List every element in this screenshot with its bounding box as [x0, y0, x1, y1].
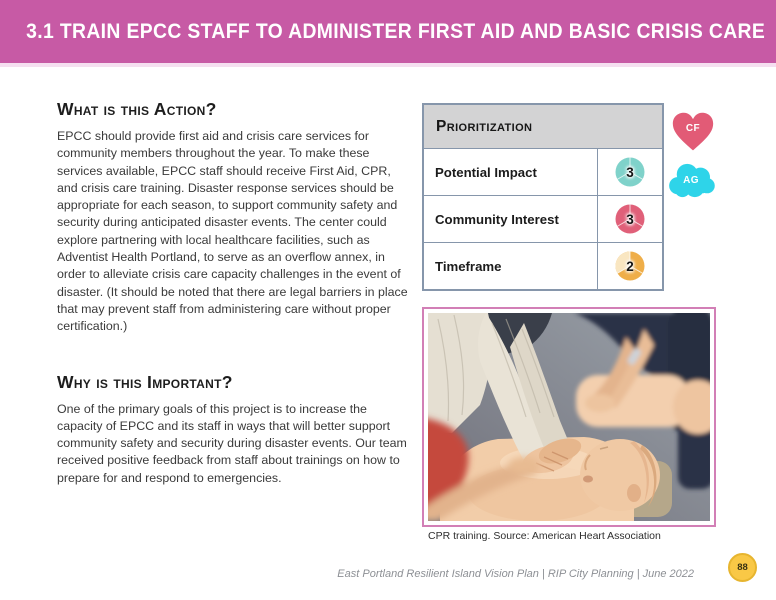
row-label: Community Interest: [435, 211, 559, 227]
why-heading: Why is this Important?: [57, 371, 233, 392]
score-pie-timeframe: [615, 251, 645, 281]
category-badge-ag: [666, 161, 716, 199]
row-score-cell: [597, 243, 662, 289]
table-row-community-interest: [424, 195, 662, 242]
score-pie-potential-impact: [615, 157, 645, 187]
header-accent-strip: [0, 63, 776, 67]
why-section: [57, 372, 408, 487]
row-label: Potential Impact: [435, 164, 537, 180]
score-value: 3: [626, 211, 634, 227]
category-badge-cf: [671, 111, 715, 153]
page-number-badge: 88: [728, 553, 757, 582]
page-title: 3.1 TRAIN EPCC STAFF TO ADMINISTER FIRST AID AND BASIC CRISIS CARE: [26, 19, 766, 43]
table-row-timeframe: [424, 242, 662, 289]
score-pie-community-interest: [615, 204, 645, 234]
page-header: [0, 0, 776, 63]
prioritization-table: [422, 103, 664, 291]
prioritization-header: Prioritization: [424, 105, 662, 148]
cloud-badge-label: AG: [683, 174, 699, 186]
score-value: 3: [626, 164, 634, 180]
cpr-training-photo: [422, 307, 716, 527]
table-row-potential-impact: [424, 148, 662, 195]
main-text-column: [57, 99, 408, 487]
what-section: [57, 99, 408, 336]
footer-citation: East Portland Resilient Island Vision Plan | RIP City Planning | June 2022: [337, 568, 694, 580]
what-body: EPCC should provide first aid and crisis care services for community members throughout the year. To make these services available, EPCC staff should receive First Aid, CPR, and crisis care training. Disaster response services should be appropriate for each season, to support community safety and security during anticipated disaster events. The center could explore partnering with local healthcare facilities, such as Adventist Health Portland, to serve as an overflow annex, in order to alleviate crisis care capacity challenges in the event of disaster. (It should be noted that there are legal barriers in place that may prevent staff from administering care without proper certification.): [57, 129, 408, 334]
why-body: One of the primary goals of this project is to increase the capacity of EPCC and its staff in ways that will better support community safety and security during disaster events. Our team received positive feedback from staff about trainings on how to prepare for and respond to emergencies.: [57, 401, 407, 485]
photo-caption: CPR training. Source: American Heart Association: [428, 530, 661, 542]
row-label: Timeframe: [435, 258, 502, 274]
heart-badge-label: CF: [685, 122, 701, 134]
row-score-cell: [597, 149, 662, 195]
cpr-photo-illustration: [428, 313, 710, 521]
what-heading: What is this Action?: [57, 99, 217, 119]
score-value: 2: [626, 258, 634, 274]
row-score-cell: [597, 196, 662, 242]
